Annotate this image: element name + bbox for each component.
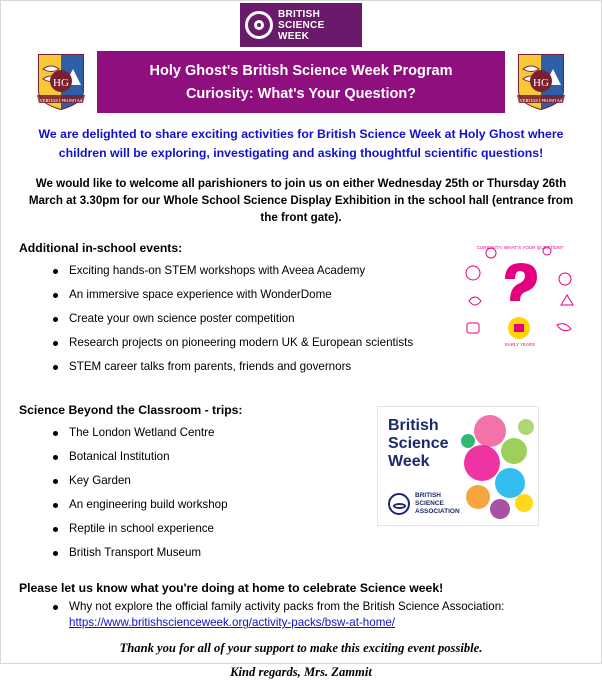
- card-title-line-2: Science: [388, 435, 449, 452]
- activity-pack-text: Why not explore the official family activity packs from the British Science Association:: [69, 600, 505, 614]
- activity-pack-list: [19, 599, 583, 631]
- list-item: Exciting hands-on STEM workshops with Aveea Academy: [51, 259, 583, 283]
- list-item: Botanical Institution: [51, 445, 583, 469]
- list-item: An engineering build workshop: [51, 493, 583, 517]
- logo-line-2: SCIENCE: [278, 19, 325, 31]
- british-science-week-logo: [240, 3, 362, 47]
- logo-text: [278, 9, 325, 42]
- thanks-line: Thank you for all of your support to make this exciting event possible.: [119, 641, 483, 656]
- title-banner-row: [1, 51, 601, 113]
- card-title: [388, 417, 448, 471]
- list-item: Key Garden: [51, 469, 583, 493]
- title-banner: [97, 51, 505, 113]
- banner-title: Holy Ghost's British Science Week Program: [149, 62, 453, 79]
- list-item: British Transport Museum: [51, 541, 583, 565]
- regards-line: Kind regards, Mrs. Zammit: [230, 665, 372, 680]
- question-mark-doodle-image: [461, 239, 579, 351]
- banner-subtitle: Curiosity: What's Your Question?: [185, 85, 417, 102]
- activity-pack-link[interactable]: https://www.britishscienceweek.org/activity-packs/bsw-at-home/: [69, 616, 396, 630]
- svg-text:CURIOSITY: WHAT'S YOUR QUESTIO: CURIOSITY: WHAT'S YOUR QUESTION?: [476, 245, 564, 250]
- card-title-line-3: Week: [388, 453, 430, 470]
- association-text: [415, 492, 460, 516]
- svg-text:HG: HG: [533, 77, 549, 89]
- svg-text:VERITAS I PROBITAS: VERITAS I PROBITAS: [39, 98, 83, 103]
- list-item: Reptile in school experience: [51, 517, 583, 541]
- svg-text:VERITAS I PROBITAS: VERITAS I PROBITAS: [519, 98, 563, 103]
- association-mark-icon: [388, 493, 410, 515]
- document-body: [1, 125, 601, 680]
- svg-text:EARLY YEARS: EARLY YEARS: [504, 342, 536, 347]
- closing-heading: Please let us know what you're doing at home to celebrate Science week!: [19, 581, 444, 596]
- list-item: [51, 599, 583, 631]
- british-science-association-logo: [388, 492, 460, 516]
- association-line-3: ASSOCIATION: [415, 508, 460, 515]
- british-science-week-card-image: [377, 406, 539, 526]
- school-crest-right-icon: [515, 51, 567, 111]
- header-logo-area: [1, 1, 601, 47]
- list-item: The London Wetland Centre: [51, 421, 583, 445]
- intro-paragraph: We are delighted to share exciting activities for British Science Week at Holy Ghost where children will be exploring, investigating and asking thoughtful scientific questions!: [38, 127, 564, 160]
- logo-line-1: BRITISH: [278, 8, 321, 20]
- list-item: An immersive space experience with WonderDome: [51, 283, 583, 307]
- logo-line-3: WEEK: [278, 30, 310, 42]
- list-item: Research projects on pioneering modern UK & European scientists: [51, 331, 583, 355]
- association-line-2: SCIENCE: [415, 500, 444, 507]
- section-heading-in-school: Additional in-school events:: [19, 241, 183, 256]
- spiral-icon: [245, 11, 273, 39]
- welcome-paragraph: We would like to welcome all parishioners to join us on either Wednesday 25th or Thursday 26th March at 3.30pm for our Whole School Science Display Exhibition in the school hall (entrance from the front gate).: [28, 177, 574, 225]
- list-item: Create your own science poster competition: [51, 307, 583, 331]
- association-line-1: BRITISH: [415, 492, 441, 499]
- school-crest-left-icon: [35, 51, 87, 111]
- section-heading-trips: Science Beyond the Classroom - trips:: [19, 403, 243, 418]
- svg-text:HG: HG: [53, 77, 69, 89]
- card-title-line-1: British: [388, 417, 439, 434]
- list-item: STEM career talks from parents, friends and governors: [51, 355, 583, 379]
